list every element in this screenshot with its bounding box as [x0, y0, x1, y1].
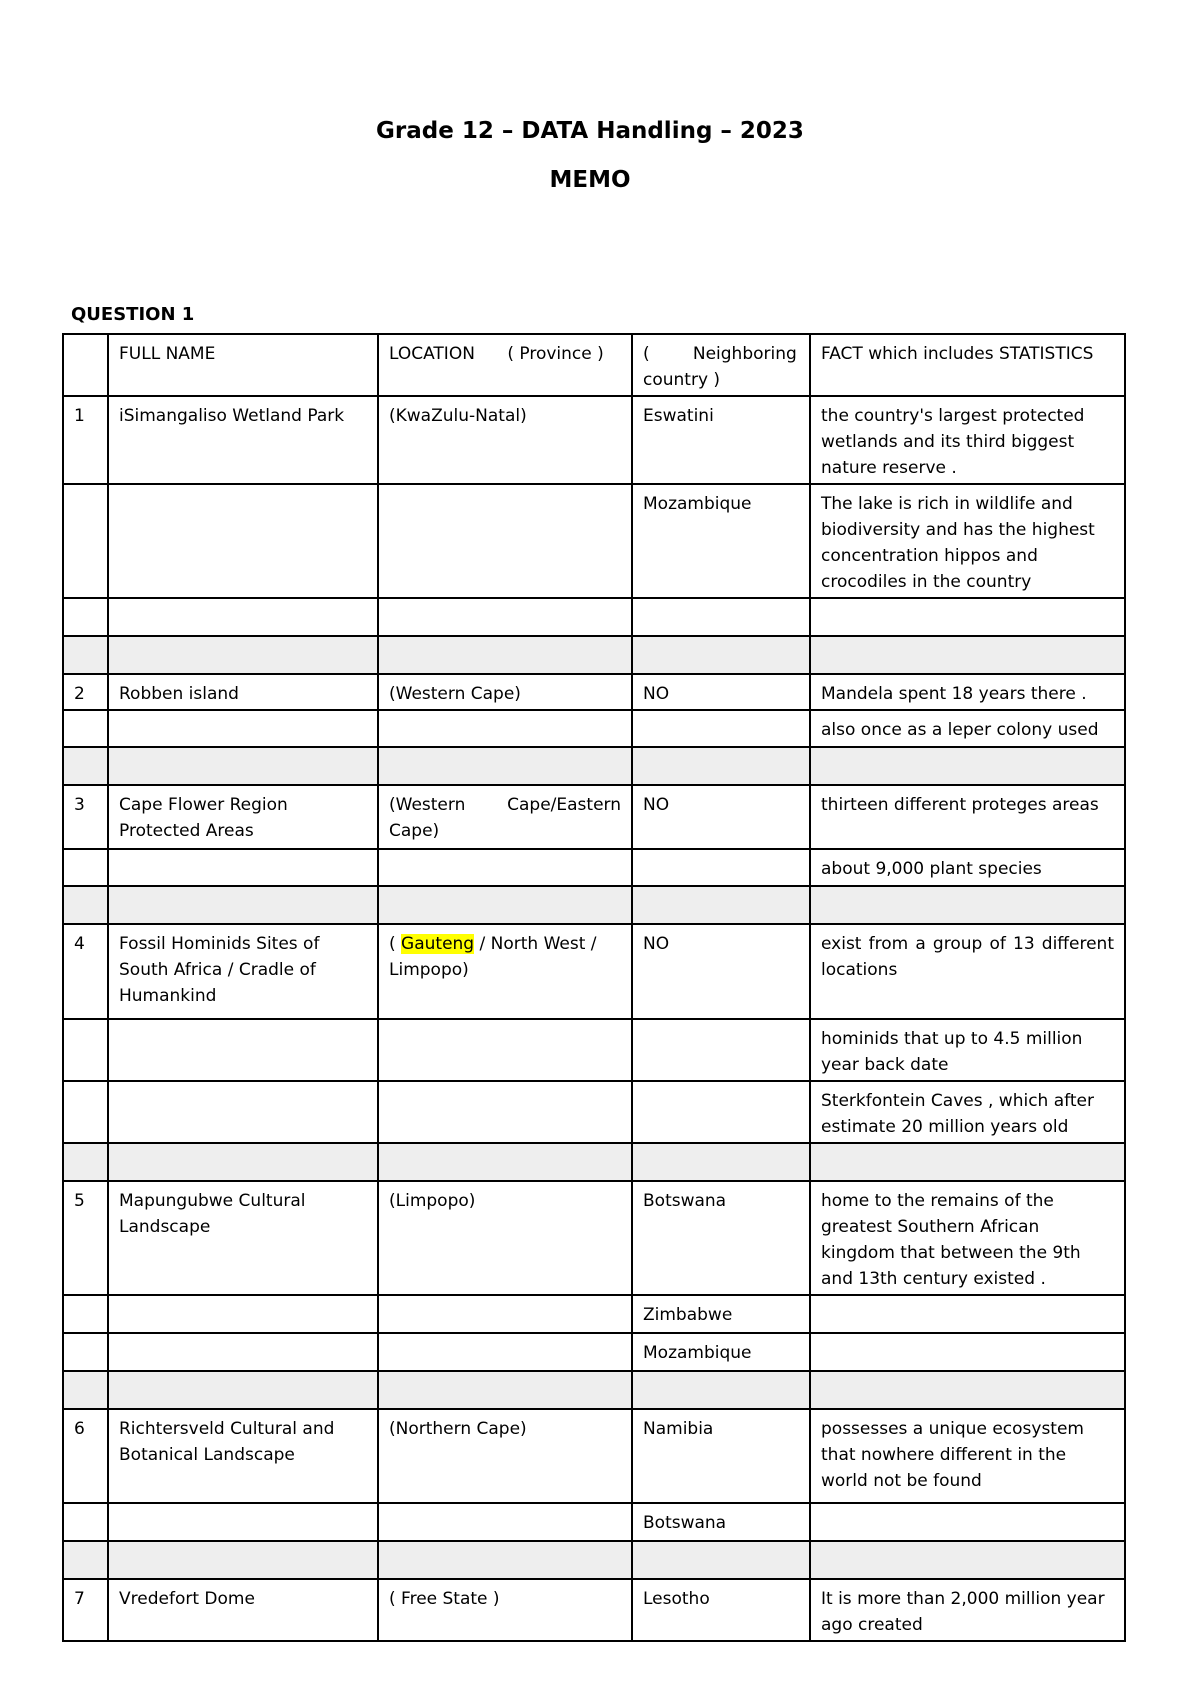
cell-full-name [108, 849, 378, 886]
cell-neighbor: Botswana [632, 1181, 810, 1295]
cell-full-name [108, 710, 378, 747]
memo-table [62, 333, 1126, 1642]
cell-neighbor [632, 1019, 810, 1081]
cell-location: (KwaZulu-Natal) [378, 396, 632, 484]
table-row [63, 484, 1125, 598]
cell-num [63, 710, 108, 747]
header-location: LOCATION ( Province ) [378, 334, 632, 396]
location-prefix: ( [389, 934, 402, 954]
cell-neighbor [632, 1541, 810, 1579]
cell-location [378, 1081, 632, 1143]
cell-neighbor: NO [632, 924, 810, 1019]
header-neighbor: ( Neighboring country ) [632, 334, 810, 396]
cell-num: 4 [63, 924, 108, 1019]
cell-location [378, 924, 632, 1019]
cell-num [63, 1295, 108, 1333]
cell-num [63, 484, 108, 598]
cell-full-name [108, 1333, 378, 1371]
cell-neighbor [632, 747, 810, 785]
question-heading: QUESTION 1 [71, 304, 195, 325]
cell-location [378, 710, 632, 747]
cell-location [378, 849, 632, 886]
cell-num: 3 [63, 785, 108, 849]
cell-location [378, 1295, 632, 1333]
cell-location [378, 1333, 632, 1371]
table-row [63, 886, 1125, 924]
cell-location: (Western Cape) [378, 674, 632, 710]
cell-full-name [108, 747, 378, 785]
cell-full-name: Robben island [108, 674, 378, 710]
cell-fact: hominids that up to 4.5 million year back date [810, 1019, 1125, 1081]
cell-num [63, 1333, 108, 1371]
table-row [63, 1295, 1125, 1333]
cell-full-name [108, 598, 378, 636]
cell-location [378, 886, 632, 924]
cell-neighbor: NO [632, 785, 810, 849]
table-row [63, 1579, 1125, 1641]
cell-fact [810, 1143, 1125, 1181]
cell-full-name: Fossil Hominids Sites of South Africa / Cradle of Humankind [108, 924, 378, 1019]
table-row [63, 1081, 1125, 1143]
header-full-name: FULL NAME [108, 334, 378, 396]
cell-fact: the country's largest protected wetlands and its third biggest nature reserve . [810, 396, 1125, 484]
table-row [63, 1181, 1125, 1295]
cell-location [378, 484, 632, 598]
cell-fact [810, 1541, 1125, 1579]
cell-fact [810, 598, 1125, 636]
table-row [63, 1541, 1125, 1579]
table-row [63, 636, 1125, 674]
cell-location [378, 1503, 632, 1541]
cell-location [378, 747, 632, 785]
cell-neighbor: Zimbabwe [632, 1295, 810, 1333]
cell-location: ( Free State ) [378, 1579, 632, 1641]
cell-fact [810, 1503, 1125, 1541]
cell-fact [810, 636, 1125, 674]
cell-fact [810, 1333, 1125, 1371]
cell-fact: also once as a leper colony used [810, 710, 1125, 747]
table-row [63, 710, 1125, 747]
cell-location [378, 636, 632, 674]
cell-fact: exist from a group of 13 different locations [810, 924, 1125, 1019]
table-row [63, 1371, 1125, 1409]
cell-fact: Mandela spent 18 years there . [810, 674, 1125, 710]
cell-num: 5 [63, 1181, 108, 1295]
cell-neighbor [632, 598, 810, 636]
cell-fact [810, 1371, 1125, 1409]
cell-fact: It is more than 2,000 million year ago created [810, 1579, 1125, 1641]
table-row [63, 849, 1125, 886]
table-row [63, 1503, 1125, 1541]
cell-full-name: Cape Flower Region Protected Areas [108, 785, 378, 849]
cell-location [378, 1541, 632, 1579]
cell-full-name [108, 1503, 378, 1541]
table-row [63, 785, 1125, 849]
table-row [63, 1333, 1125, 1371]
cell-num [63, 747, 108, 785]
cell-num [63, 886, 108, 924]
cell-neighbor [632, 886, 810, 924]
cell-fact: thirteen different proteges areas [810, 785, 1125, 849]
table-row [63, 674, 1125, 710]
cell-neighbor [632, 1143, 810, 1181]
location-suffix: / North West / Limpopo) [389, 934, 597, 980]
cell-location: (Limpopo) [378, 1181, 632, 1295]
cell-full-name [108, 1371, 378, 1409]
cell-location: (Western Cape/Eastern Cape) [378, 785, 632, 849]
cell-full-name: iSimangaliso Wetland Park [108, 396, 378, 484]
table-header-row [63, 334, 1125, 396]
cell-full-name: Vredefort Dome [108, 1579, 378, 1641]
cell-neighbor: Botswana [632, 1503, 810, 1541]
cell-full-name [108, 1081, 378, 1143]
cell-neighbor [632, 636, 810, 674]
cell-full-name [108, 1295, 378, 1333]
cell-num [63, 1541, 108, 1579]
cell-num [63, 636, 108, 674]
cell-num [63, 1081, 108, 1143]
document-subtitle: MEMO [549, 167, 631, 193]
cell-fact [810, 747, 1125, 785]
cell-num [63, 598, 108, 636]
cell-neighbor: NO [632, 674, 810, 710]
cell-location [378, 1019, 632, 1081]
header-fact: FACT which includes STATISTICS [810, 334, 1125, 396]
cell-neighbor: Eswatini [632, 396, 810, 484]
cell-neighbor: Namibia [632, 1409, 810, 1503]
table-row [63, 1019, 1125, 1081]
cell-full-name: Mapungubwe Cultural Landscape [108, 1181, 378, 1295]
cell-full-name [108, 484, 378, 598]
cell-neighbor: Lesotho [632, 1579, 810, 1641]
cell-full-name [108, 886, 378, 924]
cell-num [63, 1143, 108, 1181]
cell-full-name: Richtersveld Cultural and Botanical Landscape [108, 1409, 378, 1503]
cell-fact [810, 1295, 1125, 1333]
cell-fact: about 9,000 plant species [810, 849, 1125, 886]
cell-full-name [108, 636, 378, 674]
cell-neighbor [632, 1371, 810, 1409]
table-row [63, 396, 1125, 484]
cell-fact [810, 886, 1125, 924]
cell-location [378, 1371, 632, 1409]
cell-num [63, 1019, 108, 1081]
table-row [63, 1409, 1125, 1503]
cell-num: 7 [63, 1579, 108, 1641]
cell-fact: possesses a unique ecosystem that nowhere different in the world not be found [810, 1409, 1125, 1503]
cell-fact: home to the remains of the greatest Southern African kingdom that between the 9th and 13th century existed . [810, 1181, 1125, 1295]
cell-neighbor [632, 710, 810, 747]
cell-location [378, 1143, 632, 1181]
cell-neighbor: Mozambique [632, 1333, 810, 1371]
cell-full-name [108, 1541, 378, 1579]
cell-location [378, 598, 632, 636]
cell-full-name [108, 1019, 378, 1081]
cell-fact: Sterkfontein Caves , which after estimate 20 million years old [810, 1081, 1125, 1143]
cell-num [63, 849, 108, 886]
header-num [63, 334, 108, 396]
table-row [63, 747, 1125, 785]
table-row [63, 598, 1125, 636]
location-highlight: Gauteng [401, 934, 475, 954]
table-row [63, 924, 1125, 1019]
cell-neighbor [632, 1081, 810, 1143]
cell-full-name [108, 1143, 378, 1181]
cell-neighbor [632, 849, 810, 886]
cell-num [63, 1503, 108, 1541]
cell-num: 2 [63, 674, 108, 710]
table-row [63, 1143, 1125, 1181]
cell-num: 1 [63, 396, 108, 484]
cell-num [63, 1371, 108, 1409]
cell-location: (Northern Cape) [378, 1409, 632, 1503]
cell-num: 6 [63, 1409, 108, 1503]
cell-fact: The lake is rich in wildlife and biodiversity and has the highest concentration hippos and crocodiles in the country [810, 484, 1125, 598]
cell-neighbor: Mozambique [632, 484, 810, 598]
document-title: Grade 12 – DATA Handling – 2023 [376, 118, 804, 144]
